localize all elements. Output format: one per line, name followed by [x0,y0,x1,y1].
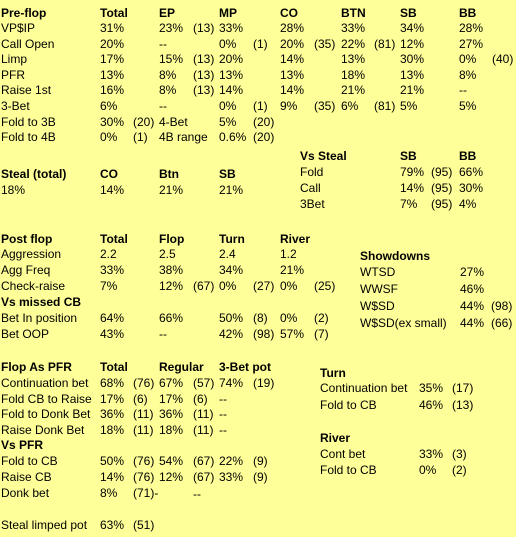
stat-cell: 0% [219,36,237,51]
stat-cell: 7% [400,197,418,211]
column-header-flop: Flop [159,232,185,246]
stat-cell: 0% [219,99,237,113]
stat-cell: (95) [431,181,453,195]
stat-cell: (6) [193,391,208,406]
stat-cell: (1) [133,130,148,145]
stat-cell: (71)- [133,486,159,500]
stat-cell: 64% [100,311,125,325]
stat-cell: 42% [219,327,244,341]
column-header-btn: Btn [159,167,179,181]
stat-cell: 7% [100,279,118,293]
stat-cell: (13) [193,52,215,67]
row-label: VP$IP [1,21,36,35]
stat-cell: (11) [193,422,214,437]
row-label: 4-Bet [159,114,188,129]
stat-cell: (7) [314,327,329,341]
stat-cell: 13% [341,52,366,67]
stat-cell: 33% [219,21,244,35]
stat-cell: 30% [400,52,425,67]
stat-cell: (13) [193,83,215,98]
stat-cell: 33% [100,263,125,277]
row-label: Agg Freq [1,263,51,277]
stat-cell: 5% [459,99,477,113]
row-label: Continuation bet [1,376,89,390]
stat-cell: (20) [253,114,275,129]
stat-cell: (17) [452,381,474,395]
stat-cell: 12% [159,279,184,293]
row-label: Bet In position [1,311,78,325]
stat-cell: 33% [419,447,444,461]
stat-cell: 16% [100,83,125,98]
stat-cell: (2) [314,311,329,325]
stat-cell: 50% [100,454,125,468]
stat-cell: (2) [452,463,467,477]
stat-cell: 17% [100,52,125,67]
column-header-total: Total [100,360,128,374]
row-label: Call [300,181,321,195]
row-label: 4B range [159,130,208,145]
stat-cell: (11) [133,422,154,437]
section-title: Steal (total) [1,167,67,181]
stat-cell: 20% [219,52,244,67]
stat-cell: 0% [419,463,437,477]
stat-cell: (67) [193,279,215,293]
stat-cell: 44% [460,316,485,330]
stat-cell: 0% [219,279,237,293]
row-label: Continuation bet [320,381,408,395]
row-label: Raise CB [1,470,52,484]
stat-cell: 28% [459,21,484,35]
section-title: River [320,431,351,445]
stat-cell: (76) [133,454,155,468]
stat-cell: 0% [459,52,477,67]
stat-cell: 33% [341,21,366,35]
stat-cell: 79% [400,165,425,179]
row-label: W$SD [360,299,395,313]
row-label: Fold to 4B [1,130,56,145]
row-label: PFR [1,67,25,82]
stat-cell: 0% [280,311,298,325]
stat-cell: 28% [280,21,305,35]
column-header-btn: BTN [341,6,366,20]
column-header-turn: Turn [219,232,245,246]
stat-cell: 14% [100,470,125,484]
stat-cell: (66) [491,316,513,330]
column-header-sb: SB [400,6,417,20]
section-title: Vs PFR [1,438,44,452]
stat-cell: 21% [159,183,184,197]
row-label: Raise Donk Bet [1,422,85,437]
stat-cell: 8% [159,83,177,98]
stat-cell: (9) [253,454,268,468]
stat-cell: 13% [100,67,125,82]
column-header-bb: BB [459,6,477,20]
stat-cell: 14% [280,52,305,67]
row-label: Check-raise [1,279,66,293]
column-header-regular: Regular [159,360,204,374]
section-title: Pre-flop [1,6,47,20]
stat-cell: 18% [100,422,125,437]
row-label: Fold [300,165,324,179]
row-label: Steal limped pot [1,518,88,532]
stat-cell: 36% [100,407,125,421]
stat-cell: 33% [219,470,244,484]
row-label: 3-Bet [1,99,30,113]
stat-cell: 14% [219,83,244,98]
stat-cell: 12% [159,470,184,484]
stat-cell: 23% [159,21,184,35]
row-label: Aggression [1,247,62,261]
stat-cell: 5% [219,114,237,129]
row-label: Fold to CB [320,463,377,477]
section-title: Showdowns [360,249,430,263]
stat-cell: 30% [459,181,484,195]
stat-cell: 57% [280,327,305,341]
column-header-mp: MP [219,6,237,20]
stat-cell: 2.2 [100,247,117,261]
stat-cell: 15% [159,52,184,67]
column-header-co: CO [280,6,298,20]
stat-cell: 5% [400,99,418,113]
stat-cell: 22% [341,36,366,51]
stat-cell: 18% [1,183,26,197]
stat-cell: (76) [133,470,155,484]
stat-cell: (40) [492,52,514,67]
stat-cell: -- [159,36,167,51]
stat-cell: 31% [100,21,125,35]
stat-cell: -- [459,83,467,98]
stat-cell: 27% [460,265,485,279]
column-header-3-bet-pot: 3-Bet pot [219,360,271,374]
stat-cell: (9) [253,470,268,484]
stat-cell: 13% [400,67,425,82]
row-label: Fold to 3B [1,114,56,129]
stat-cell: 14% [100,183,125,197]
row-label: Donk bet [1,486,50,500]
stat-cell: 8% [459,67,477,82]
column-header-total: Total [100,6,128,20]
stat-cell: 8% [100,486,118,500]
stat-cell: 67% [159,376,184,390]
stat-cell: (27) [253,279,275,293]
row-label: W$SD(ex small) [360,316,447,330]
stat-cell: 21% [280,263,305,277]
stat-cell: 54% [159,454,184,468]
stat-cell: (81) [374,99,396,113]
stat-cell: 14% [400,181,425,195]
stat-cell: 12% [400,36,425,51]
stat-cell: 21% [341,83,366,98]
section-title: Turn [320,366,346,380]
stat-cell: 17% [159,391,184,406]
stat-cell: (81) [374,36,396,51]
row-label: Limp [1,52,28,67]
column-header-sb: SB [400,149,417,163]
stat-cell: (67) [193,454,215,468]
row-label: Raise 1st [1,83,52,98]
stat-cell: (20) [253,130,275,145]
row-label: Call Open [1,36,55,51]
stat-cell: 13% [219,67,244,82]
row-label: Fold to Donk Bet [1,407,91,421]
row-label: 3Bet [300,197,325,211]
stat-cell: 30% [100,114,125,129]
stat-cell: 0% [100,130,118,145]
stat-cell: 68% [100,376,125,390]
stat-cell: (11) [193,407,214,421]
stat-cell: (98) [253,327,275,341]
stat-cell: 63% [100,518,125,532]
row-label: Fold to CB [1,454,58,468]
stat-cell: 50% [219,311,244,325]
stat-cell: -- [219,391,227,406]
row-label: WWSF [360,282,398,296]
stat-cell: 2.5 [159,247,176,261]
stat-cell: (13) [193,21,215,35]
row-label: Cont bet [320,447,366,461]
stat-cell: (35) [314,36,336,51]
stat-cell: 34% [400,21,425,35]
stat-cell: 4% [459,197,477,211]
stat-cell: 18% [159,422,184,437]
stat-cell: (51) [133,518,155,532]
stat-cell: 27% [459,36,484,51]
column-header-river: River [280,232,311,246]
stat-cell: -- [159,99,167,113]
stat-cell: 0.6% [219,130,247,145]
stat-cell: 22% [219,454,244,468]
stat-cell: 6% [341,99,359,113]
column-header-ep: EP [159,6,176,20]
stat-cell: -- [219,422,227,437]
stat-cell: (8) [253,311,268,325]
stat-cell: (19) [253,376,275,390]
stat-cell: 36% [159,407,184,421]
stat-cell: 35% [419,381,444,395]
stat-cell: (25) [314,279,336,293]
stat-cell: 20% [280,36,305,51]
stat-cell: (3) [452,447,467,461]
stat-cell: 74% [219,376,244,390]
stat-cell: 66% [159,311,184,325]
stat-cell: 18% [341,67,366,82]
stat-cell: 8% [159,67,177,82]
stat-cell: 44% [460,299,485,313]
section-title: Vs missed CB [1,295,82,309]
row-label: Fold CB to Raise [1,391,92,406]
row-label: Fold to CB [320,398,377,412]
section-title: Post flop [1,232,53,246]
section-title: Flop As PFR [1,360,72,374]
stat-cell: (95) [431,197,453,211]
stat-cell: 0% [280,279,298,293]
stat-cell: (35) [314,99,336,113]
stat-cell: (98) [491,299,513,313]
stat-cell: 13% [280,67,305,82]
stat-cell: (57) [193,376,215,390]
stat-cell: 20% [100,36,125,51]
stat-cell: 21% [400,83,425,98]
stat-cell: 21% [219,183,244,197]
stat-cell: 9% [280,99,298,113]
stat-cell: (6) [133,391,148,406]
stat-cell: 46% [419,398,444,412]
column-header-co: CO [100,167,118,181]
stat-cell: (1) [253,36,268,51]
stat-cell: 34% [219,263,244,277]
row-label: Bet OOP [1,327,50,341]
stat-cell: (95) [431,165,453,179]
stat-cell: 17% [100,391,125,406]
stat-cell: 66% [459,165,484,179]
stat-cell: 14% [280,83,305,98]
column-header-sb: SB [219,167,236,181]
stat-cell: (76) [133,376,155,390]
stat-cell: (11) [133,407,154,421]
stat-cell: 6% [100,99,118,113]
stat-cell: 46% [460,282,485,296]
section-title: Vs Steal [300,149,347,163]
stat-cell: (13) [452,398,474,412]
row-label: WTSD [360,265,396,279]
stat-cell: (20) [133,114,155,129]
stat-cell: (13) [193,67,215,82]
stat-cell: (1) [253,99,268,113]
stat-cell: 2.4 [219,247,236,261]
stat-cell: -- [159,327,167,341]
stat-cell: 38% [159,263,184,277]
stat-cell: -- [193,487,201,501]
stat-cell: 1.2 [280,247,297,261]
column-header-bb: BB [459,149,477,163]
stat-cell: -- [219,407,227,421]
column-header-total: Total [100,232,128,246]
stat-cell: (67) [193,470,215,484]
stat-cell: 43% [100,327,125,341]
